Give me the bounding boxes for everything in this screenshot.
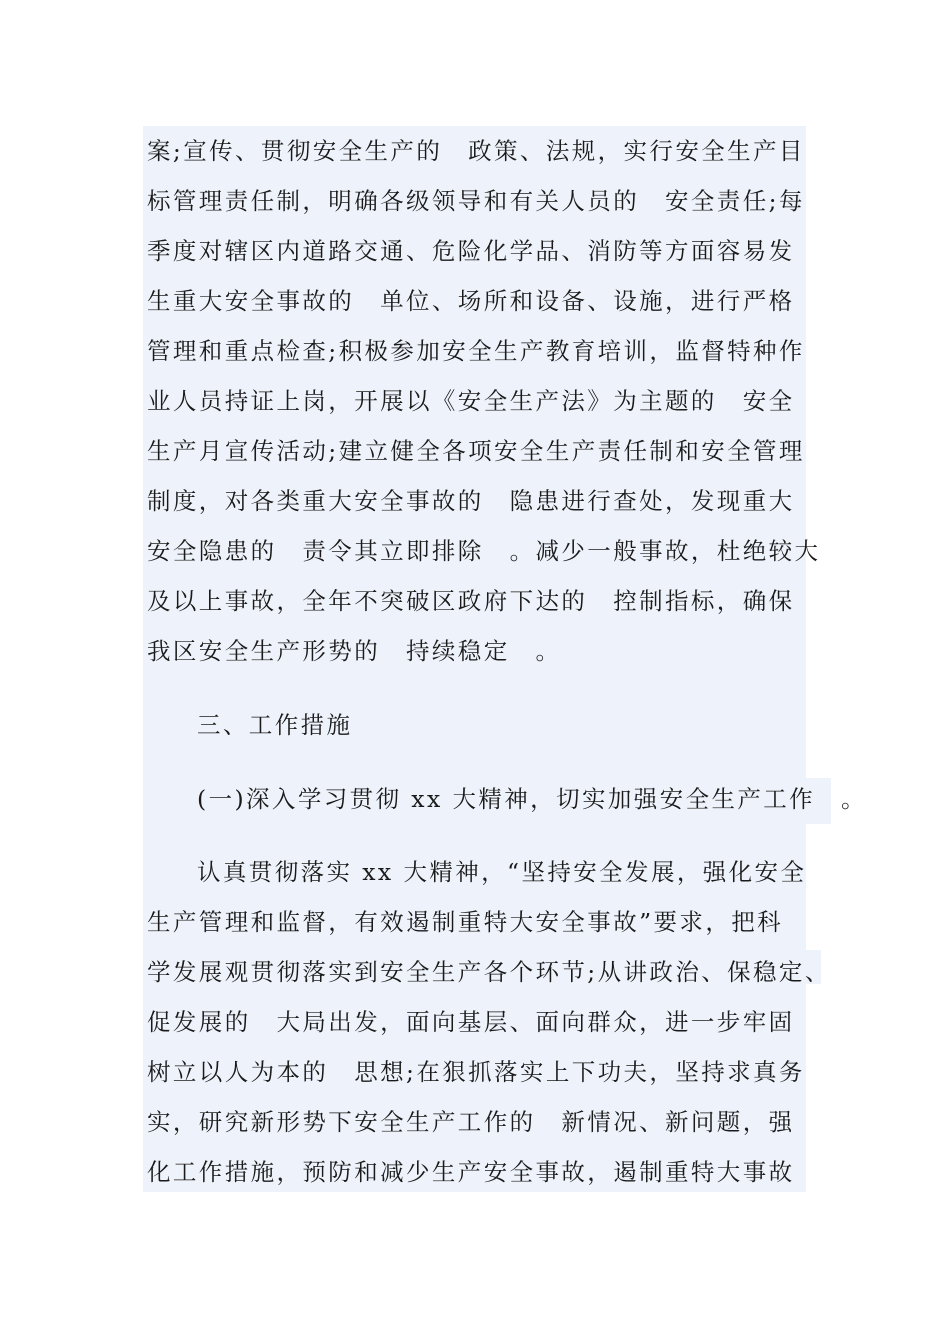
- paragraph-line: 认真贯彻落实 xx 大精神，“坚持安全发展，强化安全: [197, 858, 807, 886]
- paragraph-line: 化工作措施，预防和减少生产安全事故，遏制重特大事故: [147, 1158, 795, 1186]
- paragraph-line: 管理和重点检查;积极参加安全生产教育培训，监督特种作: [147, 337, 805, 365]
- subsection-heading: (一)深入学习贯彻 xx 大精神，切实加强安全生产工作 。: [197, 785, 867, 813]
- paragraph-line: 学发展观贯彻落实到安全生产各个环节;从讲政治、保稳定、: [147, 958, 831, 986]
- paragraph-line: 制度，对各类重大安全事故的 隐患进行查处，发现重大: [147, 487, 795, 515]
- paragraph-line: 标管理责任制，明确各级领导和有关人员的 安全责任;每: [147, 187, 805, 215]
- paragraph-line: 案;宣传、贯彻安全生产的 政策、法规，实行安全生产目: [147, 137, 805, 165]
- paragraph-line: 安全隐患的 责令其立即排除 。减少一般事故，杜绝较大: [147, 537, 821, 565]
- paragraph-line: 促发展的 大局出发，面向基层、面向群众，进一步牢固: [147, 1008, 795, 1036]
- section-heading: 三、工作措施: [197, 711, 353, 739]
- paragraph-line: 生产管理和监督，有效遏制重特大安全事故”要求，把科: [147, 908, 784, 936]
- paragraph-line: 实，研究新形势下安全生产工作的 新情况、新问题，强: [147, 1108, 795, 1136]
- paragraph-line: 生产月宣传活动;建立健全各项安全生产责任制和安全管理: [147, 437, 805, 465]
- paragraph-line: 我区安全生产形势的 持续稳定 。: [147, 637, 562, 665]
- paragraph-line: 树立以人为本的 思想;在狠抓落实上下功夫，坚持求真务: [147, 1058, 805, 1086]
- paragraph-line: 季度对辖区内道路交通、危险化学品、消防等方面容易发: [147, 237, 795, 265]
- paragraph-line: 及以上事故，全年不突破区政府下达的 控制指标，确保: [147, 587, 795, 615]
- paragraph-line: 业人员持证上岗，开展以《安全生产法》为主题的 安全: [147, 387, 795, 415]
- paragraph-line: 生重大安全事故的 单位、场所和设备、设施，进行严格: [147, 287, 795, 315]
